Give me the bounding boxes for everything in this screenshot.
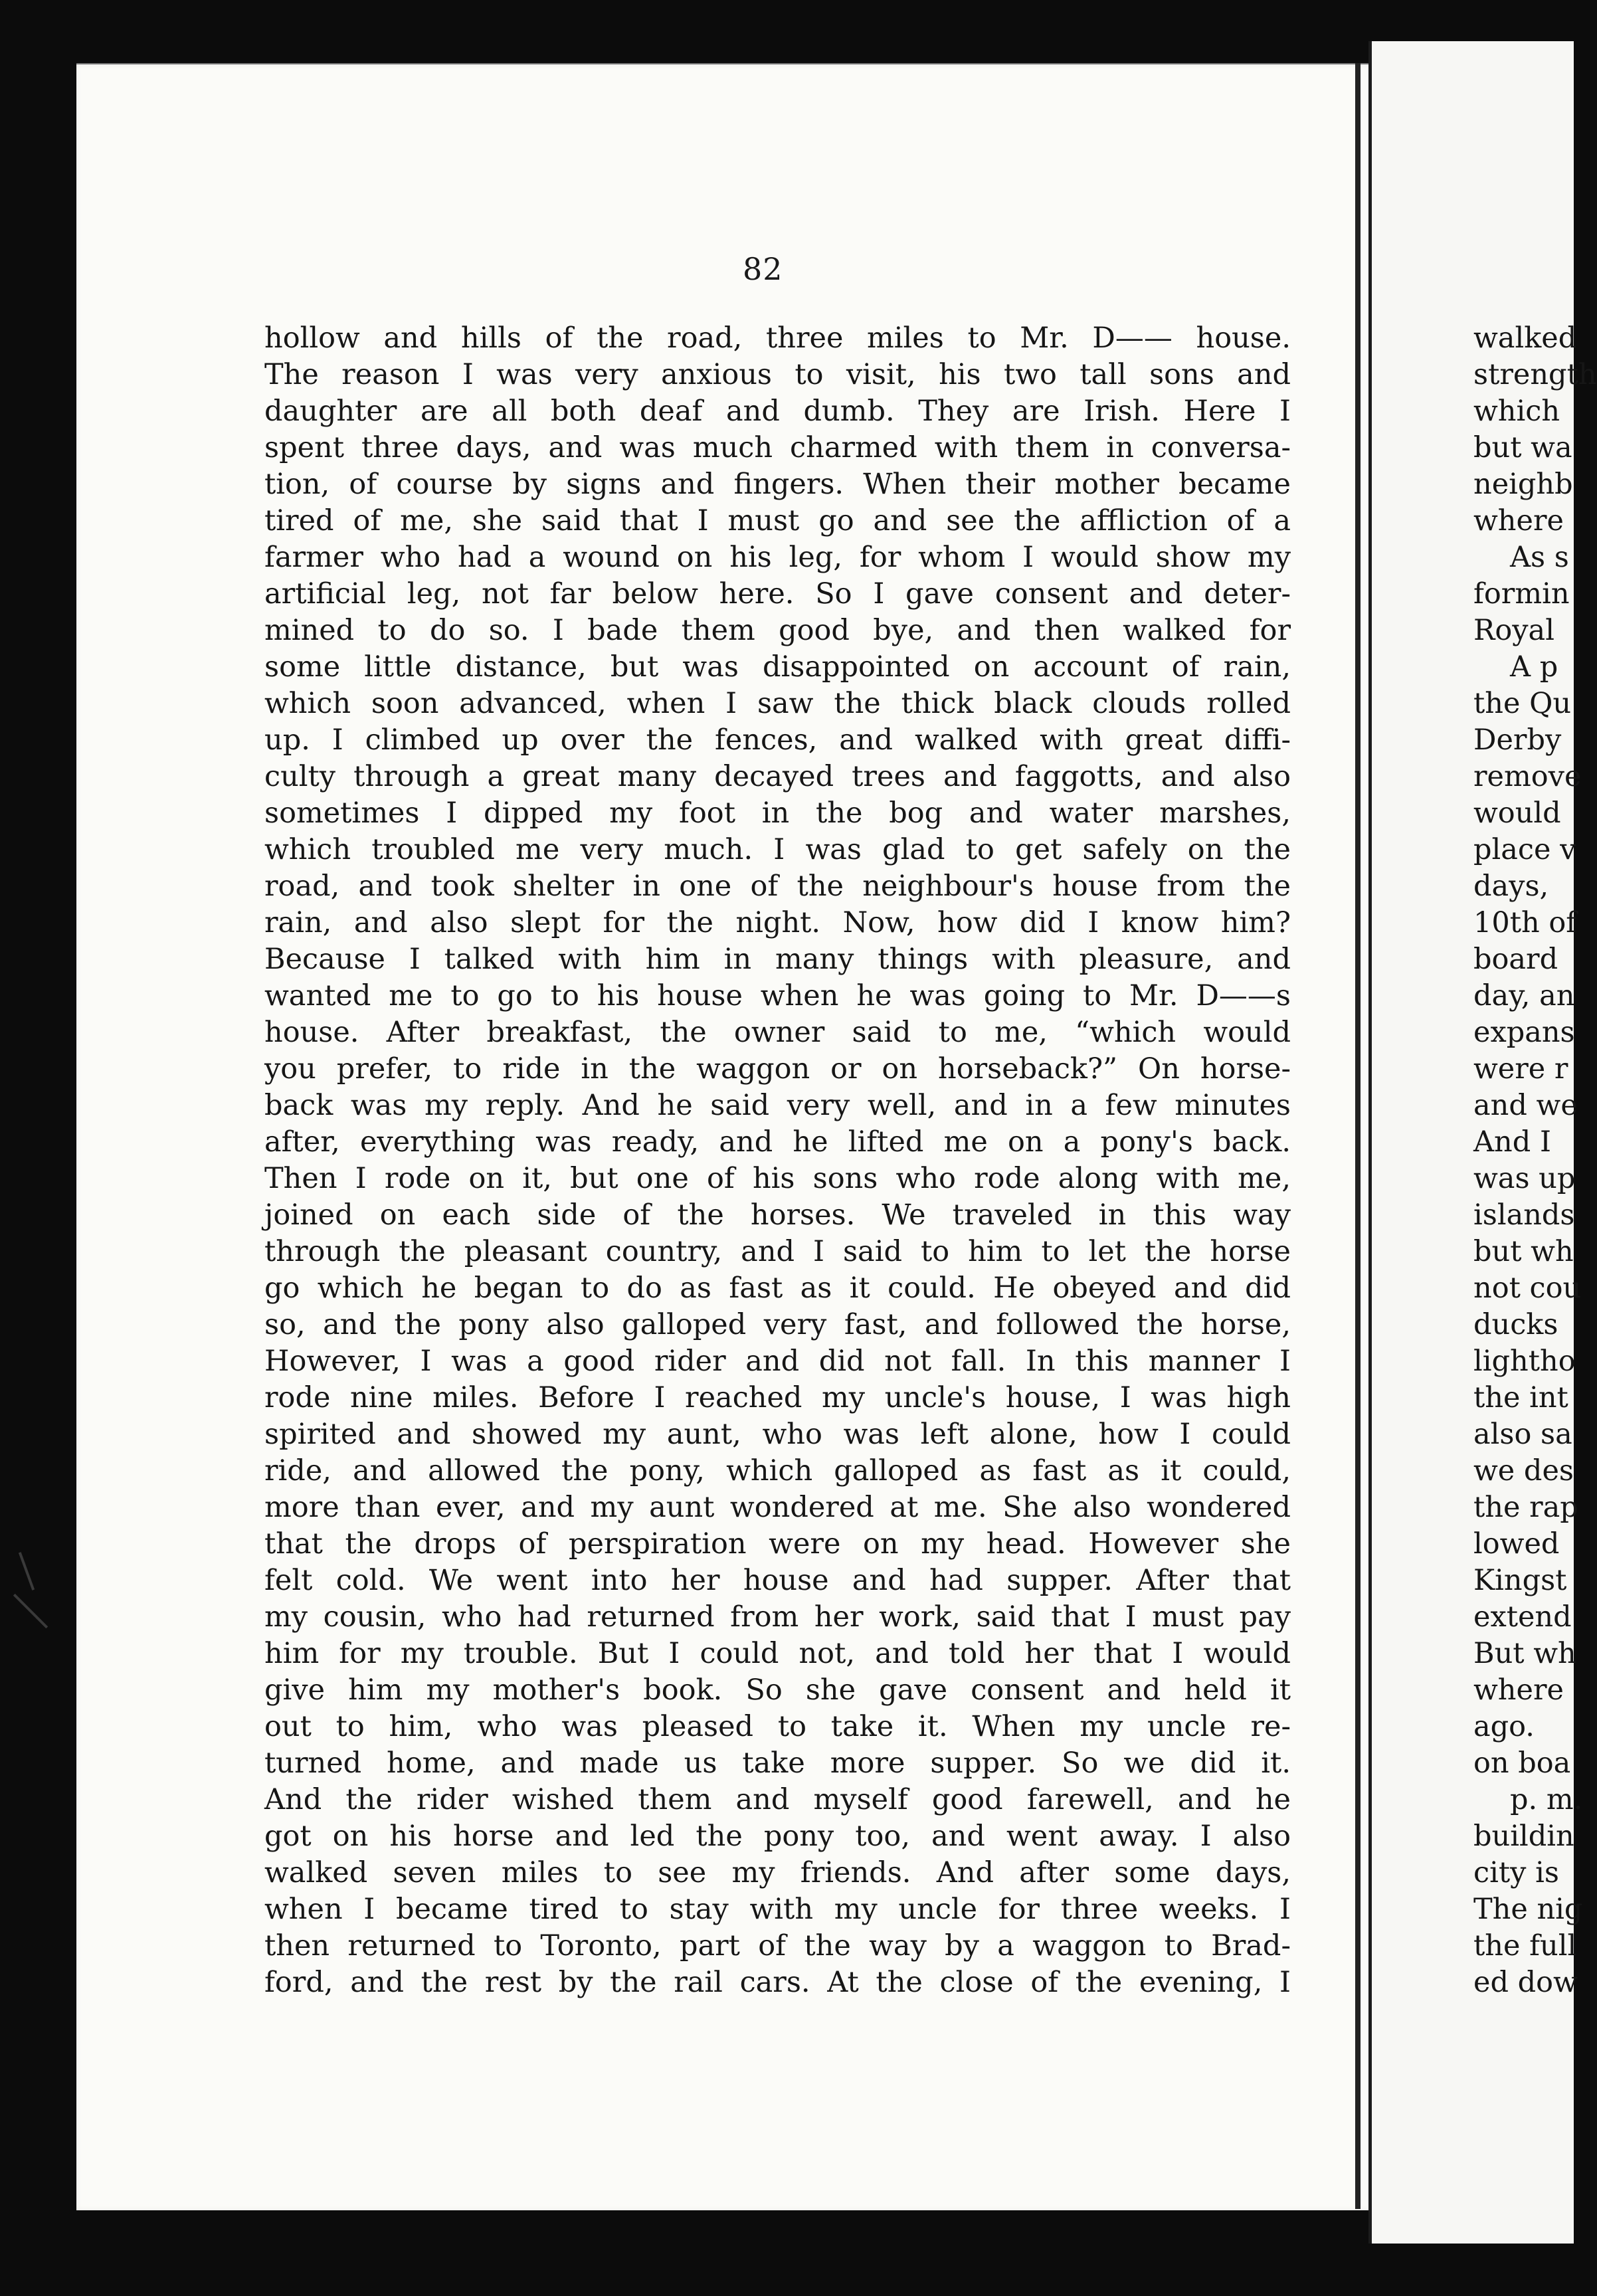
text-line: back was my reply. And he said very well, and in a few minutes	[264, 1089, 1291, 1122]
facing-text-line: but wa	[1473, 431, 1572, 464]
facing-text-line: days,	[1473, 870, 1549, 903]
facing-text-line: day, an	[1473, 979, 1575, 1012]
text-line: rode nine miles. Before I reached my uncle's house, I was high	[264, 1381, 1291, 1414]
facing-text-line: As s	[1510, 541, 1569, 574]
text-line: The reason I was very anxious to visit, his two tall sons and	[264, 358, 1291, 391]
facing-text-line: board	[1473, 943, 1558, 976]
facing-text-line: And I	[1473, 1125, 1551, 1159]
text-line: some little distance, but was disappointed on account of rain,	[264, 650, 1291, 684]
text-line: after, everything was ready, and he lifted me on a pony's back.	[264, 1125, 1291, 1159]
facing-text-line: islands	[1473, 1198, 1575, 1232]
facing-text-line: Royal	[1473, 614, 1554, 647]
facing-text-line: on boa	[1473, 1747, 1571, 1780]
text-line: which soon advanced, when I saw the thick black clouds rolled	[264, 687, 1291, 720]
text-line: joined on each side of the horses. We traveled in this way	[264, 1198, 1291, 1232]
text-line: mined to do so. I bade them good bye, and then walked for	[264, 614, 1291, 647]
facing-text-line: buildin	[1473, 1820, 1574, 1853]
text-line: more than ever, and my aunt wondered at me. She also wondered	[264, 1491, 1291, 1524]
facing-text-line: where	[1473, 1674, 1564, 1707]
facing-text-line: walked	[1473, 322, 1577, 355]
text-line: artificial leg, not far below here. So I gave consent and deter-	[264, 577, 1291, 611]
facing-text-line: we des	[1473, 1454, 1574, 1487]
text-line: through the pleasant country, and I said to him to let the horse	[264, 1235, 1291, 1268]
text-line: daughter are all both deaf and dumb. They are Irish. Here I	[264, 395, 1291, 428]
text-line: which troubled me very much. I was glad to get safely on the	[264, 833, 1291, 866]
text-line: up. I climbed up over the fences, and walked with great diffi-	[264, 723, 1291, 757]
text-line: him for my trouble. But I could not, and told her that I would	[264, 1637, 1291, 1670]
facing-text-line: lowed	[1473, 1527, 1560, 1561]
facing-text-line: the full	[1473, 1929, 1577, 1962]
text-line: walked seven miles to see my friends. And after some days,	[264, 1856, 1291, 1889]
text-line: got on his horse and led the pony too, and went away. I also	[264, 1820, 1291, 1853]
facing-text-line: not cou	[1473, 1272, 1582, 1305]
facing-text-line: formin	[1473, 577, 1570, 611]
facing-text-line: strength	[1473, 358, 1597, 391]
facing-text-line: neighb	[1473, 468, 1573, 501]
text-line: ford, and the rest by the rail cars. At the close of the evening, I	[264, 1966, 1291, 1999]
text-line: Then I rode on it, but one of his sons who rode along with me,	[264, 1162, 1291, 1195]
facing-text-line: ed dow	[1473, 1966, 1578, 1999]
text-line: give him my mother's book. So she gave consent and held it	[264, 1674, 1291, 1707]
facing-text-line: but wh	[1473, 1235, 1574, 1268]
text-line: house. After breakfast, the owner said to me, “which would	[264, 1016, 1291, 1049]
text-line: rain, and also slept for the night. Now, how did I know him?	[264, 906, 1291, 939]
text-line: road, and took shelter in one of the neighbour's house from the	[264, 870, 1291, 903]
text-line: out to him, who was pleased to take it. When my uncle re-	[264, 1710, 1291, 1743]
text-line: Because I talked with him in many things with pleasure, and	[264, 943, 1291, 976]
facing-text-line: lightho	[1473, 1345, 1576, 1378]
facing-text-line: remove	[1473, 760, 1582, 793]
main-text-column	[264, 320, 1291, 2001]
facing-text-line: the Qu	[1473, 687, 1572, 720]
text-line: go which he began to do as fast as it could. He obeyed and did	[264, 1272, 1291, 1305]
facing-text-line: city is	[1473, 1856, 1559, 1889]
facing-text-line: ago.	[1473, 1710, 1535, 1743]
text-line: And the rider wished them and myself good farewell, and he	[264, 1783, 1291, 1816]
facing-text-line: which	[1473, 395, 1560, 428]
book-gutter	[1355, 63, 1361, 2209]
text-line: sometimes I dipped my foot in the bog and water marshes,	[264, 797, 1291, 830]
page-number: 82	[743, 251, 783, 287]
text-line: turned home, and made us take more supper. So we did it.	[264, 1747, 1291, 1780]
facing-text-line: the int	[1473, 1381, 1568, 1414]
text-line: wanted me to go to his house when he was going to Mr. D——s	[264, 979, 1291, 1012]
facing-text-line: would	[1473, 797, 1561, 830]
facing-text-line: p. m.	[1510, 1783, 1583, 1816]
margin-scribble	[20, 1551, 47, 1638]
facing-text-line: and we	[1473, 1089, 1578, 1122]
text-line: farmer who had a wound on his leg, for whom I would show my	[264, 541, 1291, 574]
facing-text-line: extend	[1473, 1600, 1572, 1634]
text-line: so, and the pony also galloped very fast, and followed the horse,	[264, 1308, 1291, 1341]
facing-text-line: place v	[1473, 833, 1576, 866]
text-line: you prefer, to ride in the waggon or on horseback?” On horse-	[264, 1052, 1291, 1086]
text-line: then returned to Toronto, part of the way by a waggon to Brad-	[264, 1929, 1291, 1962]
facing-text-line: Derby	[1473, 723, 1562, 757]
text-line: spent three days, and was much charmed with them in conversa-	[264, 431, 1291, 464]
text-line: ride, and allowed the pony, which galloped as fast as it could,	[264, 1454, 1291, 1487]
text-line: my cousin, who had returned from her work, said that I must pay	[264, 1600, 1291, 1634]
facing-text-line: The nig	[1473, 1893, 1583, 1926]
text-line: spirited and showed my aunt, who was left alone, how I could	[264, 1418, 1291, 1451]
facing-text-line: Kingst	[1473, 1564, 1567, 1597]
text-line: hollow and hills of the road, three miles to Mr. D—— house.	[264, 322, 1291, 355]
facing-text-line: the rap	[1473, 1491, 1578, 1524]
facing-text-line: was up	[1473, 1162, 1576, 1195]
facing-page-text-column	[1473, 320, 1597, 2001]
text-line: that the drops of perspiration were on my head. However she	[264, 1527, 1291, 1561]
facing-text-line: where	[1473, 504, 1564, 537]
text-line: tired of me, she said that I must go and see the affliction of a	[264, 504, 1291, 537]
facing-text-line: expans	[1473, 1016, 1575, 1049]
text-line: culty through a great many decayed trees and faggotts, and also	[264, 760, 1291, 793]
facing-text-line: 10th of	[1473, 906, 1577, 939]
text-line: However, I was a good rider and did not fall. In this manner I	[264, 1345, 1291, 1378]
facing-text-line: A p	[1510, 650, 1558, 684]
text-line: when I became tired to stay with my uncle for three weeks. I	[264, 1893, 1291, 1926]
facing-text-line: But wh	[1473, 1637, 1576, 1670]
text-line: felt cold. We went into her house and had supper. After that	[264, 1564, 1291, 1597]
facing-text-line: ducks	[1473, 1308, 1558, 1341]
facing-text-line: also sa	[1473, 1418, 1572, 1451]
facing-text-line: were r	[1473, 1052, 1568, 1086]
text-line: tion, of course by signs and fingers. When their mother became	[264, 468, 1291, 501]
